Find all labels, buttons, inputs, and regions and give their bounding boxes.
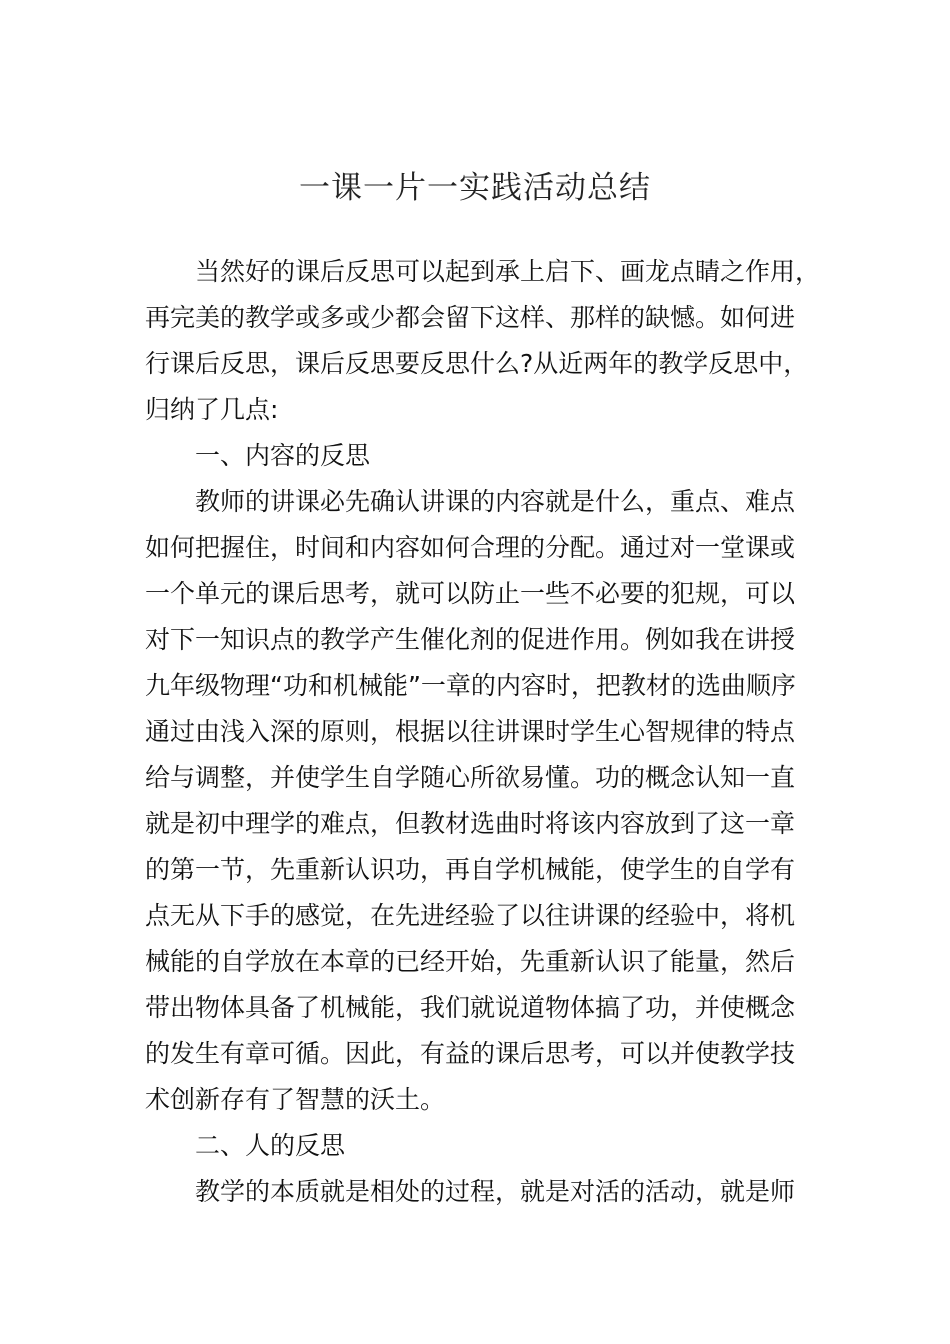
text-line: 归纳了几点:	[145, 395, 279, 424]
text-line: 对下一知识点的教学产生催化剂的促进作用。例如我在讲授	[145, 625, 796, 654]
section-heading: 二、人的反思	[195, 1131, 346, 1160]
text-line: 九年级物理“功和机械能”一章的内容时，把教材的选曲顺序	[145, 671, 796, 700]
document-title: 一课一片一实践活动总结	[299, 170, 651, 206]
text-line: 的第一节，先重新认识功，再自学机械能，使学生的自学有	[145, 855, 796, 884]
text-line: 通过由浅入深的原则，根据以往讲课时学生心智规律的特点	[145, 717, 796, 746]
text-line: 再完美的教学或多或少都会留下这样、那样的缺憾。如何进	[145, 303, 796, 332]
text-line: 点无从下手的感觉，在先进经验了以往讲课的经验中，将机	[145, 901, 796, 930]
text-line: 教学的本质就是相处的过程，就是对活的活动，就是师	[195, 1177, 796, 1206]
text-line: 如何把握住，时间和内容如何合理的分配。通过对一堂课或	[145, 533, 796, 562]
text-line: 行课后反思，课后反思要反思什么?从近两年的教学反思中，	[145, 349, 809, 378]
text-line: 带出物体具备了机械能，我们就说道物体搞了功，并使概念	[145, 993, 796, 1022]
text-line: 术创新存有了智慧的沃土。	[145, 1085, 446, 1114]
text-line: 就是初中理学的难点，但教材选曲时将该内容放到了这一章	[145, 809, 796, 838]
text-line: 的发生有章可循。因此，有益的课后思考，可以并使教学技	[145, 1039, 796, 1068]
text-line: 械能的自学放在本章的已经开始，先重新认识了能量，然后	[145, 947, 796, 976]
text-line: 一个单元的课后思考，就可以防止一些不必要的犯规，可以	[145, 579, 796, 608]
text-line: 当然好的课后反思可以起到承上启下、画龙点睛之作用，	[195, 257, 821, 286]
text-line: 教师的讲课必先确认讲课的内容就是什么，重点、难点	[195, 487, 796, 516]
text-line: 给与调整，并使学生自学随心所欲易懂。功的概念认知一直	[145, 763, 796, 792]
section-heading: 一、内容的反思	[195, 441, 371, 470]
document-body	[145, 252, 825, 1218]
